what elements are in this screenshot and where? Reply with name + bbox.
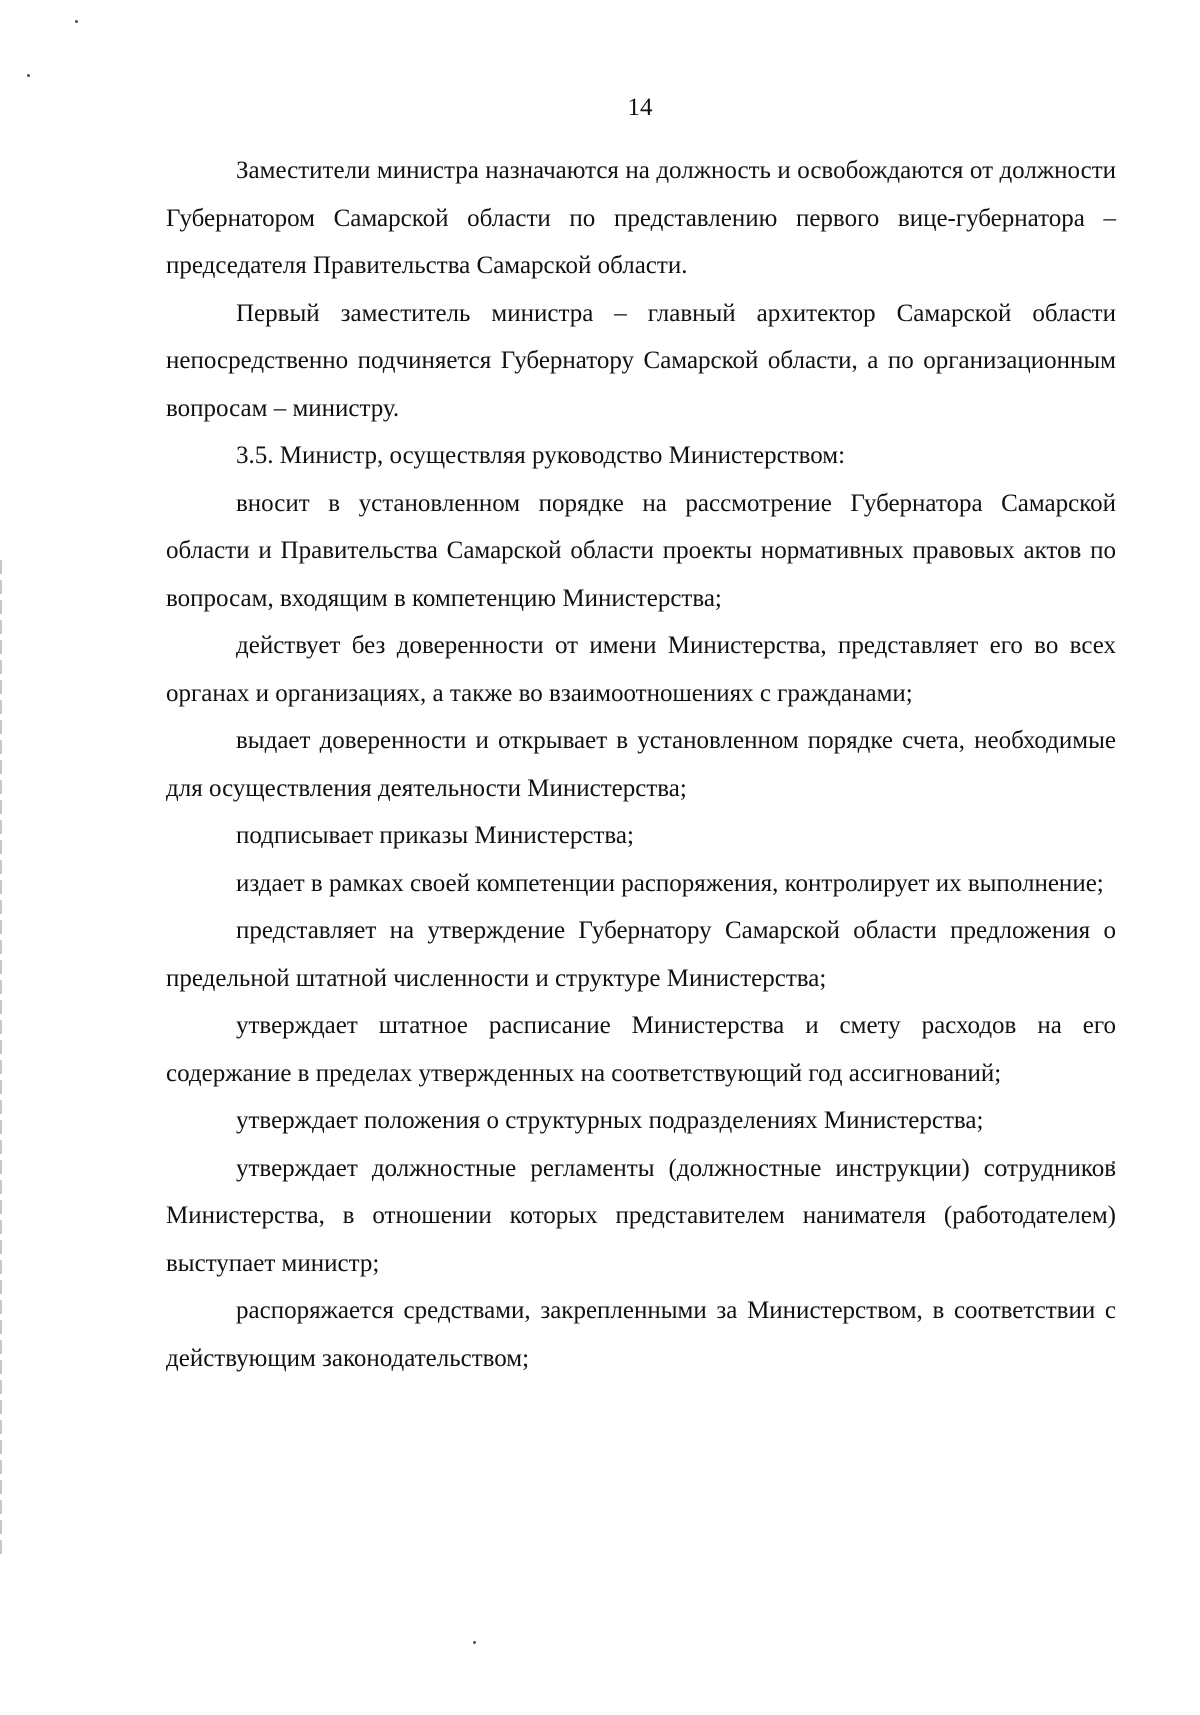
paragraph-approves-staff-schedule: утверждает штатное расписание Министерства и смету расходов на его содержание в пределах утвержденных на соответствующий год ассигнований; xyxy=(166,1012,1116,1087)
scan-speck xyxy=(473,1641,476,1644)
page-number: 14 xyxy=(627,94,653,121)
paragraph-issues-powers-of-attorney: выдает доверенности и открывает в установленном порядке счета, необходимые для осуществления деятельности Министерства; xyxy=(166,727,1116,802)
paragraph-approves-division-regulations: утверждает положения о структурных подразделениях Министерства; xyxy=(236,1107,984,1134)
paragraph-manages-funds: распоряжается средствами, закрепленными за Министерством, в соответствии с действующим законодательством; xyxy=(166,1297,1116,1372)
scan-edge-artifact xyxy=(0,560,2,1560)
scan-speck xyxy=(75,20,78,23)
paragraph-submits-drafts: вносит в установленном порядке на рассмотрение Губернатора Самарской области и Правительства Самарской области проекты нормативных правовых актов по вопросам, входящим в компетенцию Министерства; xyxy=(166,489,1116,612)
paragraph-issues-directives: издает в рамках своей компетенции распоряжения, контролирует их выполнение; xyxy=(236,869,1104,897)
paragraph-section-3-5: 3.5. Министр, осуществляя руководство Министерством: xyxy=(236,442,846,469)
scan-speck xyxy=(27,74,30,77)
paragraph-signs-orders: подписывает приказы Министерства; xyxy=(236,822,634,849)
paragraph-deputy-appointment: Заместители министра назначаются на должность и освобождаются от должности Губернатором Самарской области по представлению первого вице-губернатора – председателя Правительства Самарской области. xyxy=(166,157,1116,279)
paragraph-first-deputy: Первый заместитель министра – главный архитектор Самарской области непосредственно подчиняется Губернатору Самарской области, а по организационным вопросам – министру. xyxy=(166,299,1116,422)
paragraph-submits-staffing-proposals: представляет на утверждение Губернатору Самарской области предложения о предельной штатной численности и структуре Министерства; xyxy=(166,917,1116,992)
paragraph-approves-job-regulations: утверждает должностные регламенты (должностные инструкции) сотрудников Министерства, в отношении которых представителем нанимателя (работодателем) выступает министр; xyxy=(166,1154,1116,1277)
document-body xyxy=(166,147,1116,1382)
paragraph-acts-without-power-of-attorney: действует без доверенности от имени Министерства, представляет его во всех органах и организациях, а также во взаимоотношениях с гражданами; xyxy=(166,632,1116,707)
